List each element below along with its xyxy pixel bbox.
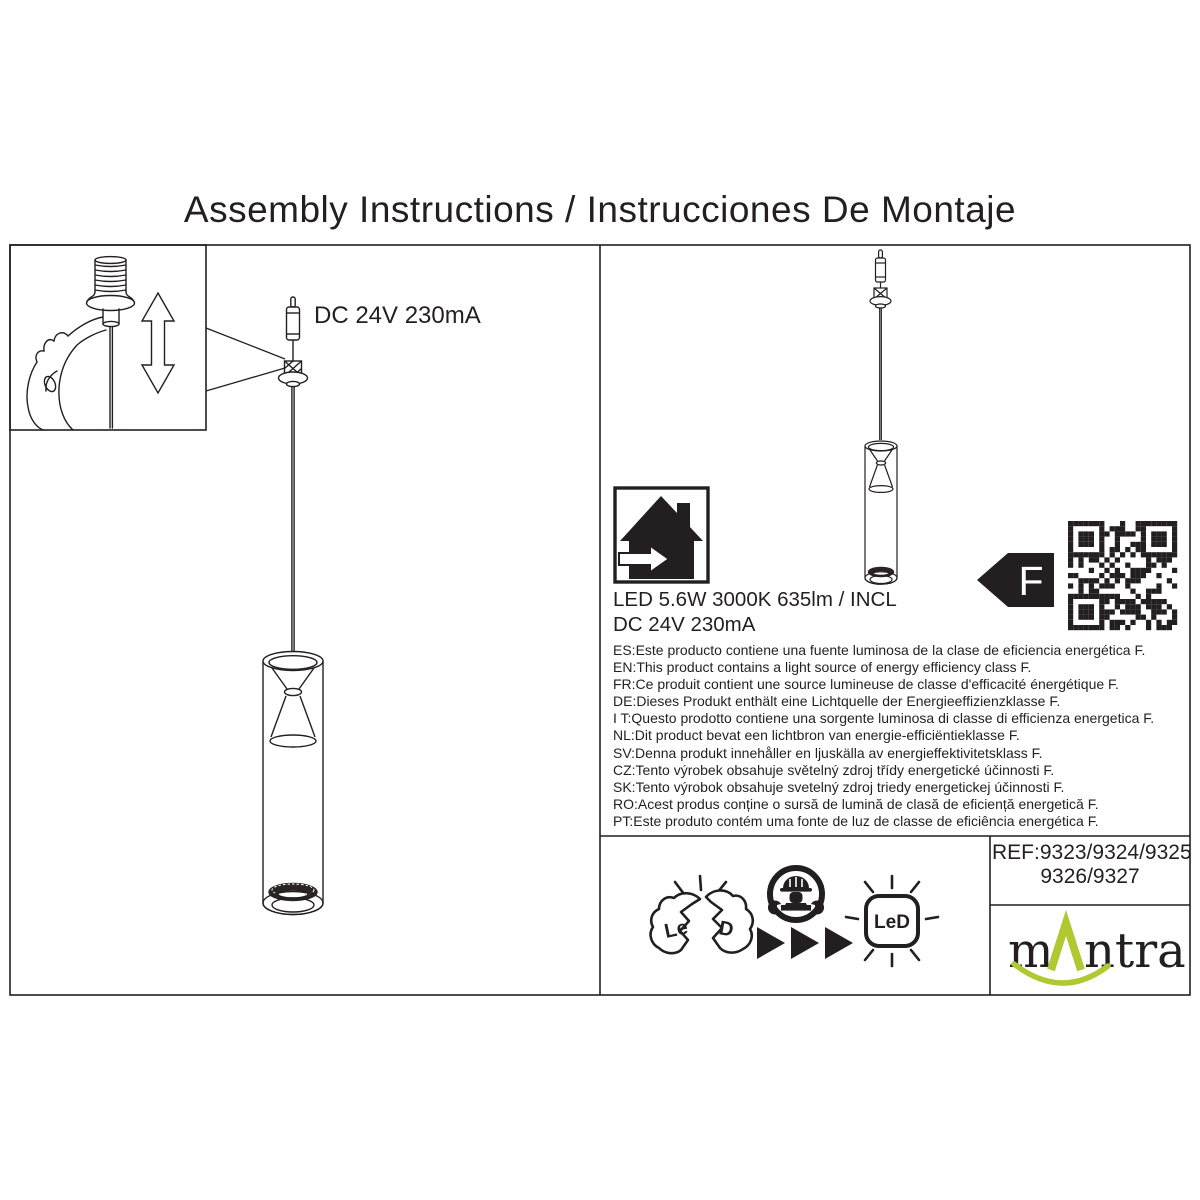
ref-line-2: 9326/9327 (1040, 865, 1140, 888)
mantra-logo-ntra: ntra (1084, 923, 1186, 979)
page-title: Assembly Instructions / Instrucciones De Montaje (183, 189, 1017, 230)
broken-led-right-text: D (717, 917, 736, 942)
callout-lines (206, 328, 285, 391)
statement-de: DE:Dieses Produkt enthält eine Lichtquelle der Energieeffizienzklasse F. (613, 693, 1061, 710)
forward-triangles-icon (757, 927, 853, 959)
installer-icon (768, 868, 824, 920)
mantra-logo-m: m (1008, 923, 1054, 979)
statement-es: ES:Este producto contiene una fuente luminosa de la clase de eficiencia energética F. (613, 642, 1146, 658)
statement-sv: SV:Denna produkt innehåller en ljuskälla av energieffektivitetsklass F. (613, 744, 1043, 761)
mantra-logo (1008, 923, 1186, 983)
up-down-arrow-icon (142, 293, 174, 393)
power-rating-label-right: DC 24V 230mA (613, 613, 756, 636)
pendant-lamp-right (865, 250, 897, 584)
height-adjuster-inset (27, 257, 174, 430)
mantra-logo-caret (1051, 923, 1081, 970)
statement-cz: CZ:Tento výrobek obsahuje světelný zdroj třídy energetické účinnosti F. (613, 761, 1055, 778)
led-specs-line: LED 5.6W 3000K 635lm / INCL (613, 588, 897, 611)
led-badge-text: LeD (874, 912, 910, 933)
statement-nl: NL:Dit product bevat een lichtbron van energie-efficiëntieklasse F. (613, 727, 1020, 744)
statement-ro: RO:Acest produs conține o sursă de lumină de clasă de eficiență energetică F. (613, 795, 1099, 812)
statement-sk: SK:Tento výrobok obsahuje svetelný zdroj triedy energetickej účinnosti F. (613, 778, 1065, 795)
reference-numbers (992, 841, 1192, 889)
power-rating-label-left: DC 24V 230mA (314, 302, 481, 329)
energy-class-statements (613, 642, 1154, 830)
energy-class-arrow (977, 553, 1054, 607)
pendant-lamp-left (263, 297, 323, 915)
broken-led-left-text: Le (662, 916, 690, 943)
qr-code (1068, 521, 1177, 630)
statement-it: I T:Questo prodotto contiene una sorgente luminosa di classe di efficienza energetica F. (613, 710, 1155, 727)
led-badge-icon (846, 876, 938, 966)
ref-line-1: REF:9323/9324/9325 (992, 841, 1192, 864)
statement-en: EN:This product contains a light source of energy efficiency class F. (613, 659, 1032, 676)
hand-icon (27, 317, 106, 430)
statement-pt: PT:Este produto contém uma fonte de luz de classe de eficiência energética F. (613, 812, 1099, 829)
statement-fr: FR:Ce produit contient une source lumineuse de classe d'efficacité énergétique F. (613, 676, 1119, 693)
energy-class-letter: F (1018, 558, 1044, 604)
broken-led-icon (651, 876, 753, 953)
indoor-use-icon (615, 488, 708, 582)
